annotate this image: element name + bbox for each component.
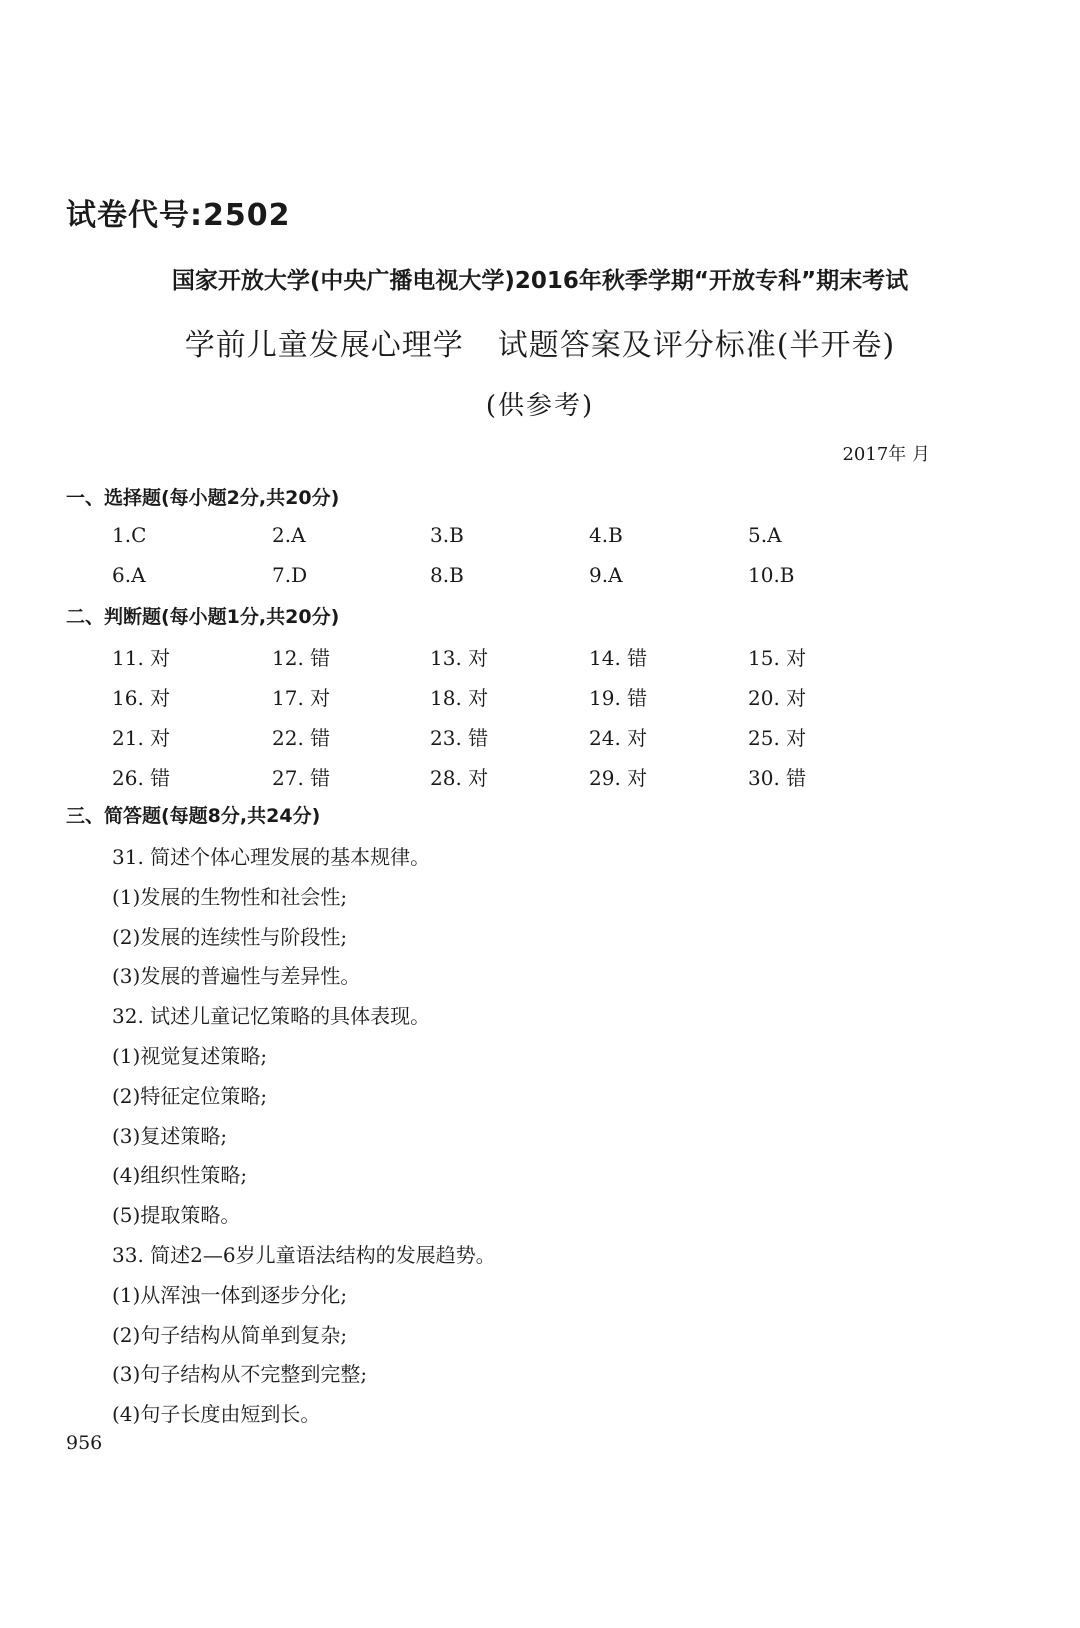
- answer-item: 5.A: [748, 523, 782, 547]
- answer-line: (2)发展的连续性与阶段性;: [112, 924, 348, 949]
- answer-item: 25. 对: [748, 726, 807, 750]
- answer-line: (3)句子结构从不完整到完整;: [112, 1362, 368, 1387]
- answer-item: 23. 错: [430, 726, 489, 750]
- answer-item: 21. 对: [112, 726, 171, 750]
- answer-item: 6.A: [112, 563, 146, 587]
- answer-item: 27. 错: [272, 766, 331, 790]
- answer-item: 8.B: [430, 563, 464, 587]
- answer-item: 18. 对: [430, 686, 489, 710]
- answer-line: (5)提取策略。: [112, 1203, 241, 1228]
- answer-item: 2.A: [272, 523, 306, 547]
- question-line: 31. 简述个体心理发展的基本规律。: [112, 845, 431, 869]
- title-course: 学前儿童发展心理学: [184, 328, 464, 363]
- answer-line: (1)发展的生物性和社会性;: [112, 884, 348, 909]
- answer-item: 20. 对: [748, 686, 807, 710]
- answer-item: 9.A: [589, 563, 623, 587]
- answer-item: 14. 错: [589, 646, 648, 670]
- answer-line: (3)复述策略;: [112, 1123, 228, 1148]
- section-3-heading: 三、简答题(每题8分,共24分): [66, 805, 321, 827]
- answer-item: 4.B: [589, 523, 623, 547]
- answer-line: (4)句子长度由短到长。: [112, 1402, 321, 1427]
- answer-item: 29. 对: [589, 766, 648, 790]
- answer-item: 26. 错: [112, 766, 171, 790]
- answer-line: (2)句子结构从简单到复杂;: [112, 1322, 348, 1347]
- answer-item: 1.C: [112, 523, 147, 547]
- answer-item: 16. 对: [112, 686, 171, 710]
- answer-item: 12. 错: [272, 646, 331, 670]
- title-subtitle: 试题答案及评分标准(半开卷): [497, 328, 896, 363]
- answer-item: 11. 对: [112, 646, 171, 670]
- answer-line: (1)视觉复述策略;: [112, 1044, 268, 1068]
- exam-date: 2017年 月: [842, 444, 930, 465]
- answer-line: (4)组织性策略;: [112, 1163, 248, 1188]
- question-line: 33. 简述2—6岁儿童语法结构的发展趋势。: [112, 1243, 496, 1267]
- answer-line: (3)发展的普遍性与差异性。: [112, 964, 361, 989]
- answer-item: 13. 对: [430, 646, 489, 670]
- section-1-heading: 一、选择题(每小题2分,共20分): [66, 487, 340, 509]
- answer-item: 3.B: [430, 523, 464, 547]
- answer-item: 24. 对: [589, 726, 648, 750]
- paper-code: 试卷代号:2502: [66, 198, 291, 233]
- answer-line: (2)特征定位策略;: [112, 1083, 268, 1108]
- answer-item: 10.B: [748, 563, 795, 587]
- answer-item: 7.D: [272, 563, 308, 587]
- question-line: 32. 试述儿童记忆策略的具体表现。: [112, 1004, 431, 1029]
- answer-item: 30. 错: [748, 766, 807, 790]
- exam-header: 国家开放大学(中央广播电视大学)2016年秋季学期“开放专科”期末考试: [171, 268, 909, 294]
- answer-item: 19. 错: [589, 686, 648, 710]
- answer-item: 15. 对: [748, 646, 807, 670]
- section-2-heading: 二、判断题(每小题1分,共20分): [66, 606, 340, 628]
- answer-item: 22. 错: [272, 726, 331, 750]
- page-number: 956: [66, 1432, 103, 1454]
- answer-item: 17. 对: [272, 686, 331, 710]
- answer-line: (1)从浑浊一体到逐步分化;: [112, 1282, 348, 1307]
- reference-note: (供参考): [485, 391, 595, 421]
- page-title: [0, 320, 1080, 364]
- answer-item: 28. 对: [430, 766, 489, 790]
